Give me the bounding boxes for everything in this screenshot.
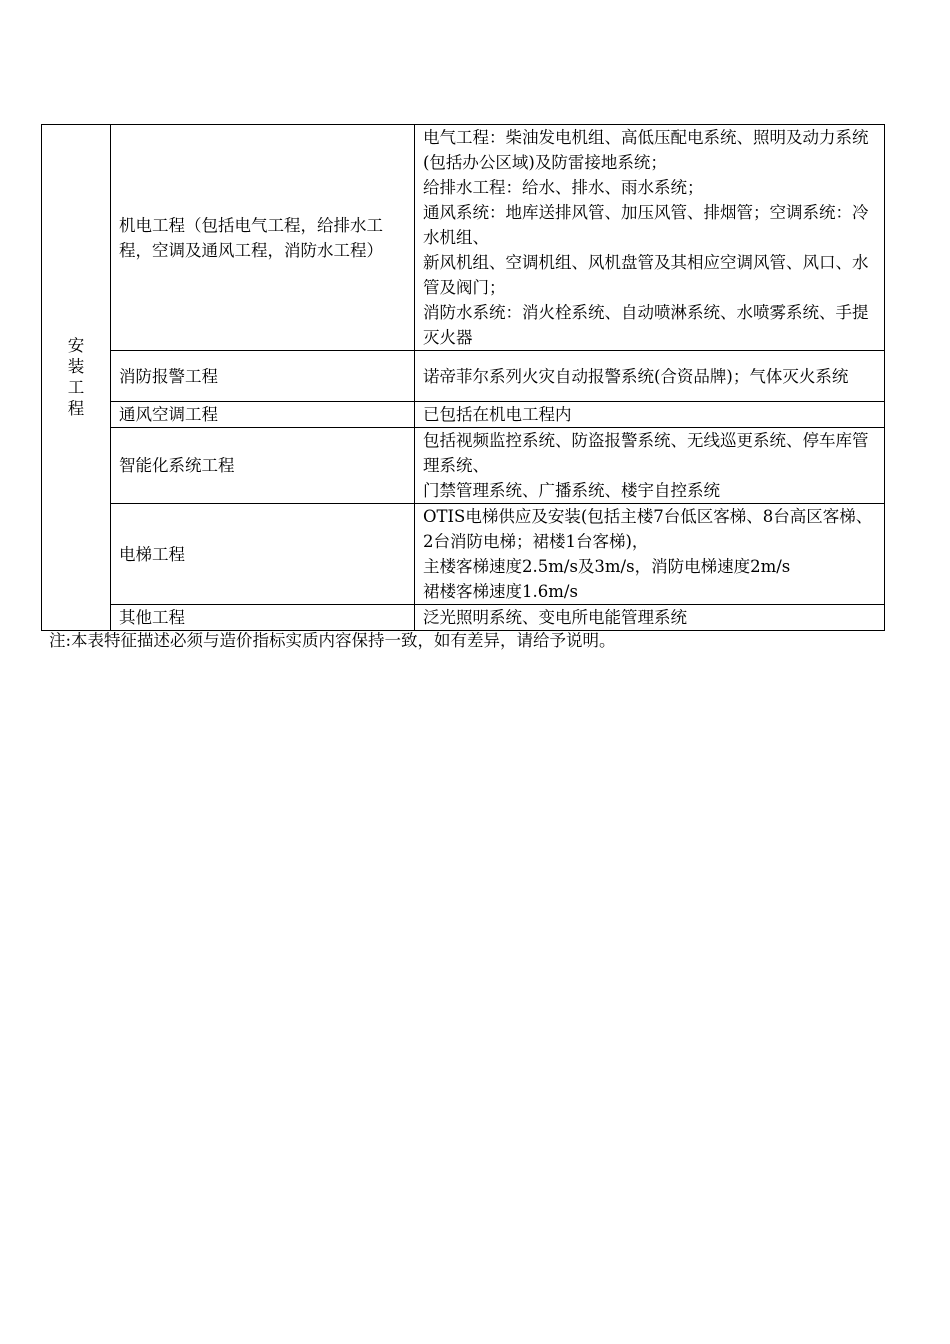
item-cell [111, 402, 415, 428]
item-label: 通风空调工程 [119, 405, 218, 424]
item-label: 机电工程（包括电气工程，给排水工程，空调及通风工程，消防水工程） [119, 215, 383, 260]
desc-cell [415, 504, 885, 605]
desc-line: 已包括在机电工程内 [423, 405, 572, 424]
spec-table-container [41, 124, 884, 631]
desc-line: 给排水工程：给水、排水、雨水系统； [423, 178, 704, 197]
item-label: 电梯工程 [119, 544, 185, 564]
item-label: 智能化系统工程 [119, 456, 235, 475]
item-label: 消防报警工程 [119, 366, 218, 386]
desc-line: 诺帝菲尔系列火灾自动报警系统(合资品牌)；气体灭火系统 [423, 366, 849, 386]
desc-line: 门禁管理系统、广播系统、楼宇自控系统 [423, 481, 720, 500]
item-cell [111, 428, 415, 504]
item-cell [111, 351, 415, 402]
item-cell [111, 125, 415, 351]
item-cell [111, 605, 415, 631]
desc-line: 新风机组、空调机组、风机盘管及其相应空调风管、风口、水管及阀门； [423, 253, 869, 297]
desc-line: 电气工程：柴油发电机组、高低压配电系统、照明及动力系统(包括办公区域)及防雷接地系统； [423, 128, 869, 172]
desc-cell [415, 402, 885, 428]
desc-cell [415, 428, 885, 504]
desc-line: 包括视频监控系统、防盗报警系统、无线巡更系统、停车库管理系统、 [423, 431, 869, 475]
table-row [42, 351, 885, 402]
desc-cell [415, 605, 885, 631]
table-row [42, 402, 885, 428]
category-label: 安装工程 [67, 335, 85, 418]
table-row [42, 504, 885, 605]
spec-table [41, 124, 885, 631]
desc-line: 主楼客梯速度2.5m/s及3m/s，消防电梯速度2m/s [423, 557, 791, 576]
category-cell [42, 125, 111, 631]
desc-line: 裙楼客梯速度1.6m/s [423, 582, 578, 601]
desc-cell [415, 351, 885, 402]
item-label: 其他工程 [119, 608, 185, 627]
table-row [42, 125, 885, 351]
table-row [42, 605, 885, 631]
desc-line: 通风系统：地库送排风管、加压风管、排烟管；空调系统：冷水机组、 [423, 203, 869, 247]
desc-line: OTIS电梯供应及安装(包括主楼7台低区客梯、8台高区客梯、2台消防电梯；裙楼1台客梯)， [423, 507, 873, 551]
table-footnote: 注:本表特征描述必须与造价指标实质内容保持一致，如有差异，请给予说明。 [49, 631, 616, 650]
desc-cell [415, 125, 885, 351]
desc-line: 消防水系统：消火栓系统、自动喷淋系统、水喷雾系统、手提灭火器 [423, 303, 869, 347]
table-row [42, 428, 885, 504]
desc-line: 泛光照明系统、变电所电能管理系统 [423, 608, 687, 627]
item-cell [111, 504, 415, 605]
